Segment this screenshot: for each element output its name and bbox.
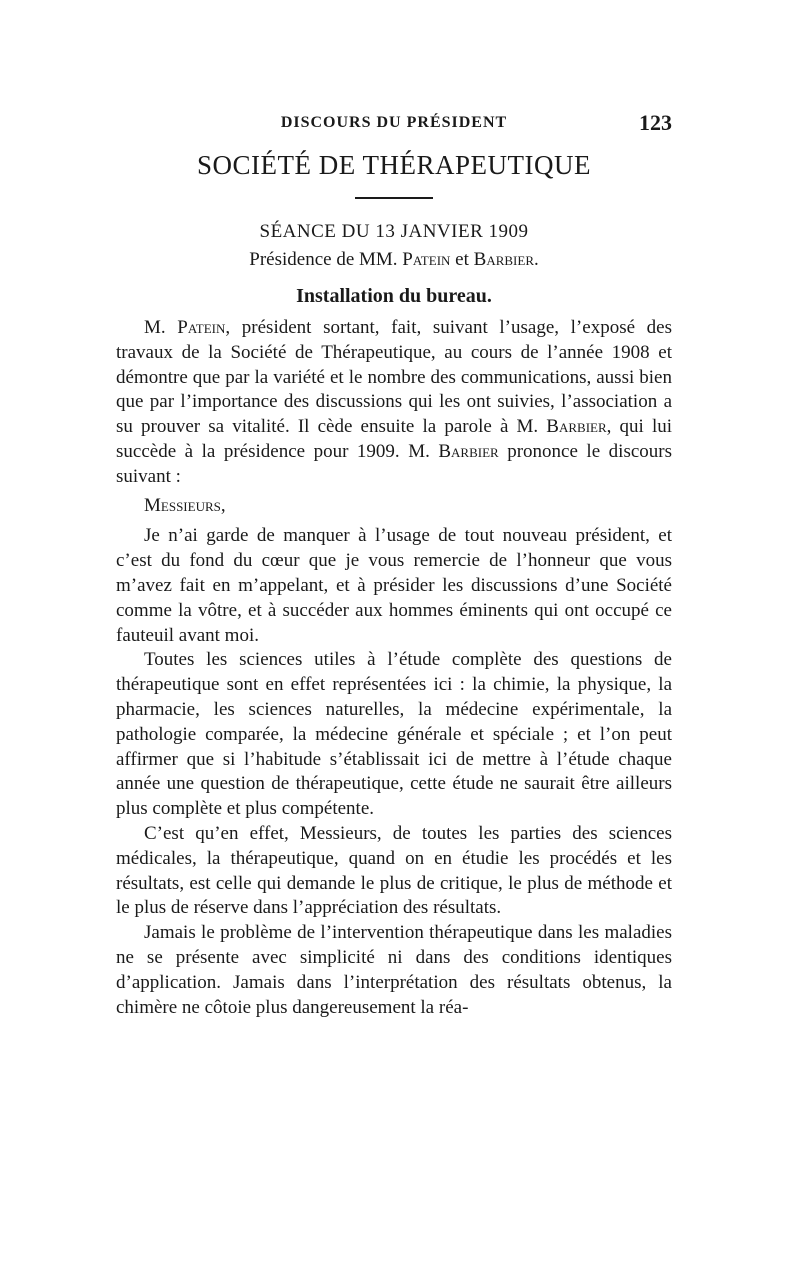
running-head bbox=[116, 110, 672, 138]
presidence-prefix: Présidence de MM. bbox=[249, 249, 403, 270]
presidence-line bbox=[116, 249, 672, 271]
section-heading: Installation du bureau. bbox=[296, 285, 492, 307]
salutation: Messieurs, bbox=[144, 494, 226, 516]
body-text bbox=[116, 316, 672, 1020]
intro-text-4: prononce le discours suivant : bbox=[116, 440, 672, 487]
book-page bbox=[116, 110, 672, 1020]
paragraph-4: Jamais le problème de l’intervention thérapeutique dans les maladies ne se présente avec simplicité ni dans des conditions identiques d’application. Jamais dans l’interprétation des résultats obtenus, la chimère ne côtoie plus dangereusement la réa- bbox=[116, 922, 672, 1018]
intro-name-barbier-2: Barbier bbox=[438, 440, 499, 462]
presidence-conjunction: et bbox=[450, 249, 474, 270]
presidence-suffix: . bbox=[533, 249, 539, 270]
running-head-title: DISCOURS DU PRÉSIDENT bbox=[280, 114, 508, 131]
title-rule bbox=[355, 197, 433, 199]
intro-text-2: , président sortant, fait, suivant l’usage, l’exposé des travaux de la Société de Thérapeutique, au cours de l’année 1908 et démontre que par la variété et le nombre des communications, aussi bien que par l’importance des discussions qui les ont suivies, l’association a su prouver sa vitalité. Il cède ensuite la parole à M. bbox=[116, 317, 672, 438]
intro-name-barbier-1: Barbier bbox=[546, 416, 607, 438]
paragraph-3: C’est qu’en effet, Messieurs, de toutes les parties des sciences médicales, la thérapeutique, quand on en étudie les procédés et les résultats, est celle qui demande le plus de critique, le plus de méthode et le plus de réserve dans l’appréciation des résultats. bbox=[116, 822, 672, 919]
president-name-barbier: Barbier bbox=[473, 249, 534, 270]
society-title: SOCIÉTÉ DE THÉRAPEUTIQUE bbox=[197, 150, 591, 180]
paragraph-1: Je n’ai garde de manquer à l’usage de tout nouveau président, et c’est du fond du cœur que je vous remercie de l’honneur que vous m’avez fait en m’appelant, et à présider les discussions d’une Société comme la vôtre, et à succéder aux hommes éminents qui ont occupé ce fauteuil avant moi. bbox=[116, 525, 672, 646]
seance-date: SÉANCE DU 13 JANVIER 1909 bbox=[259, 221, 529, 242]
intro-name-patein: Patein bbox=[177, 317, 226, 338]
intro-paragraph bbox=[116, 316, 672, 490]
intro-text-1: M. bbox=[144, 317, 178, 338]
intro-text-3: , qui lui succède à la présidence pour 1909. M. bbox=[116, 416, 672, 462]
paragraph-2: Toutes les sciences utiles à l’étude complète des questions de thérapeutique sont en effet représentées ici : la chimie, la physique, la pharmacie, les sciences naturelles, la médecine expérimentale, la pathologie comparée, la médecine générale et spéciale ; et l’on peut affirmer que si l’habitude s’établissait ici de mettre à l’étude chaque année une question de thérapeutique, cette étude ne saurait être ailleurs plus complète et plus compétente. bbox=[116, 649, 672, 820]
page-number: 123 bbox=[639, 110, 672, 135]
president-name-patein: Patein bbox=[402, 249, 451, 270]
